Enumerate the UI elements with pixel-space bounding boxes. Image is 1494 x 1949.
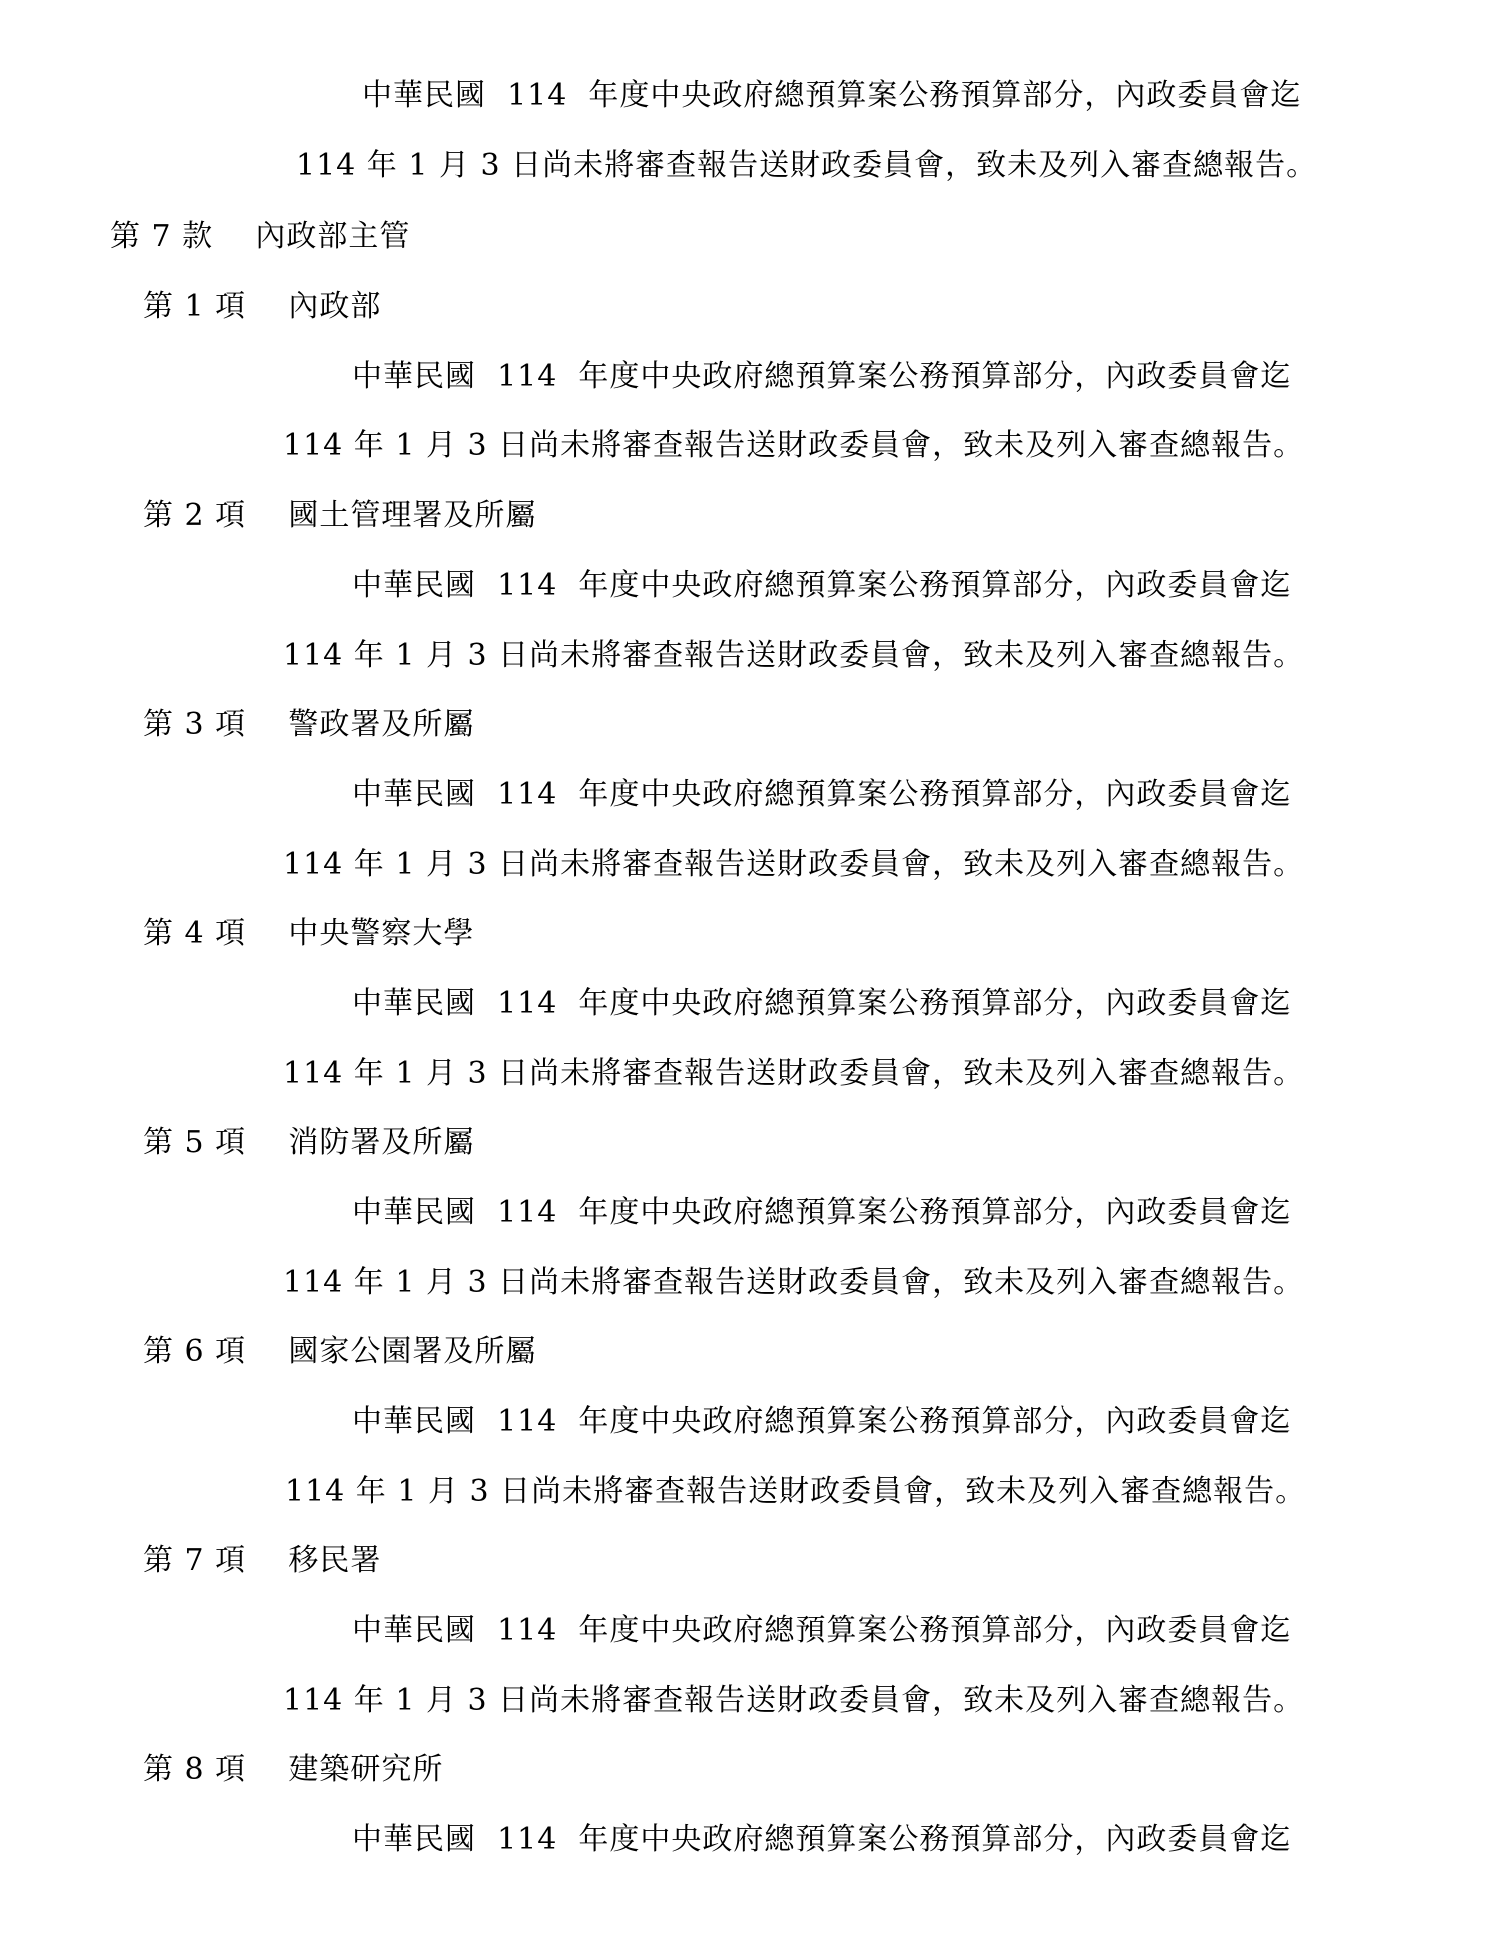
item-label: 第 8 項 (143, 1752, 247, 1787)
item-3-line-1: 中華民國 114 年度中央政府總預算案公務預算部分，內政委員會迄 (352, 777, 1292, 812)
item-2-line-1: 中華民國 114 年度中央政府總預算案公務預算部分，內政委員會迄 (352, 568, 1292, 603)
item-title: 移民署 (288, 1543, 382, 1578)
item-6-line-1: 中華民國 114 年度中央政府總預算案公務預算部分，內政委員會迄 (352, 1404, 1292, 1439)
item-heading-6 (143, 1334, 536, 1370)
item-8-line-1: 中華民國 114 年度中央政府總預算案公務預算部分，內政委員會迄 (352, 1822, 1292, 1857)
section-label: 第 7 款 (110, 219, 214, 254)
item-7-line-2: 114 年 1 月 3 日尚未將審查報告送財政委員會，致未及列入審查總報告。 (283, 1683, 1305, 1718)
item-heading-3 (143, 707, 474, 743)
item-1-line-2: 114 年 1 月 3 日尚未將審查報告送財政委員會，致未及列入審查總報告。 (283, 428, 1305, 463)
item-label: 第 6 項 (143, 1334, 247, 1369)
section-heading (110, 219, 410, 255)
item-title: 建築研究所 (288, 1752, 444, 1787)
item-7-line-1: 中華民國 114 年度中央政府總預算案公務預算部分，內政委員會迄 (352, 1613, 1292, 1648)
item-5-line-2: 114 年 1 月 3 日尚未將審查報告送財政委員會，致未及列入審查總報告。 (283, 1265, 1305, 1300)
section-title: 內政部主管 (255, 219, 411, 254)
item-heading-8 (143, 1752, 443, 1788)
item-label: 第 4 項 (143, 916, 247, 951)
intro-line-1: 中華民國 114 年度中央政府總預算案公務預算部分，內政委員會迄 (362, 78, 1302, 113)
item-6-line-2: 114 年 1 月 3 日尚未將審查報告送財政委員會，致未及列入審查總報告。 (285, 1474, 1307, 1509)
item-title: 國土管理署及所屬 (288, 498, 537, 533)
item-1-line-1: 中華民國 114 年度中央政府總預算案公務預算部分，內政委員會迄 (352, 359, 1292, 394)
item-heading-5 (143, 1125, 474, 1161)
item-heading-7 (143, 1543, 381, 1579)
item-title: 消防署及所屬 (288, 1125, 475, 1160)
item-heading-2 (143, 498, 536, 534)
item-heading-4 (143, 916, 474, 952)
item-4-line-2: 114 年 1 月 3 日尚未將審查報告送財政委員會，致未及列入審查總報告。 (283, 1056, 1305, 1091)
item-label: 第 3 項 (143, 707, 247, 742)
item-label: 第 2 項 (143, 498, 247, 533)
item-label: 第 7 項 (143, 1543, 247, 1578)
item-title: 國家公園署及所屬 (288, 1334, 537, 1369)
item-label: 第 5 項 (143, 1125, 247, 1160)
item-label: 第 1 項 (143, 289, 247, 324)
item-3-line-2: 114 年 1 月 3 日尚未將審查報告送財政委員會，致未及列入審查總報告。 (283, 847, 1305, 882)
item-title: 中央警察大學 (288, 916, 475, 951)
item-2-line-2: 114 年 1 月 3 日尚未將審查報告送財政委員會，致未及列入審查總報告。 (283, 638, 1305, 673)
item-4-line-1: 中華民國 114 年度中央政府總預算案公務預算部分，內政委員會迄 (352, 986, 1292, 1021)
item-title: 內政部 (288, 289, 382, 324)
item-5-line-1: 中華民國 114 年度中央政府總預算案公務預算部分，內政委員會迄 (352, 1195, 1292, 1230)
item-title: 警政署及所屬 (288, 707, 475, 742)
intro-line-2: 114 年 1 月 3 日尚未將審查報告送財政委員會，致未及列入審查總報告。 (296, 148, 1318, 183)
item-heading-1 (143, 289, 381, 325)
